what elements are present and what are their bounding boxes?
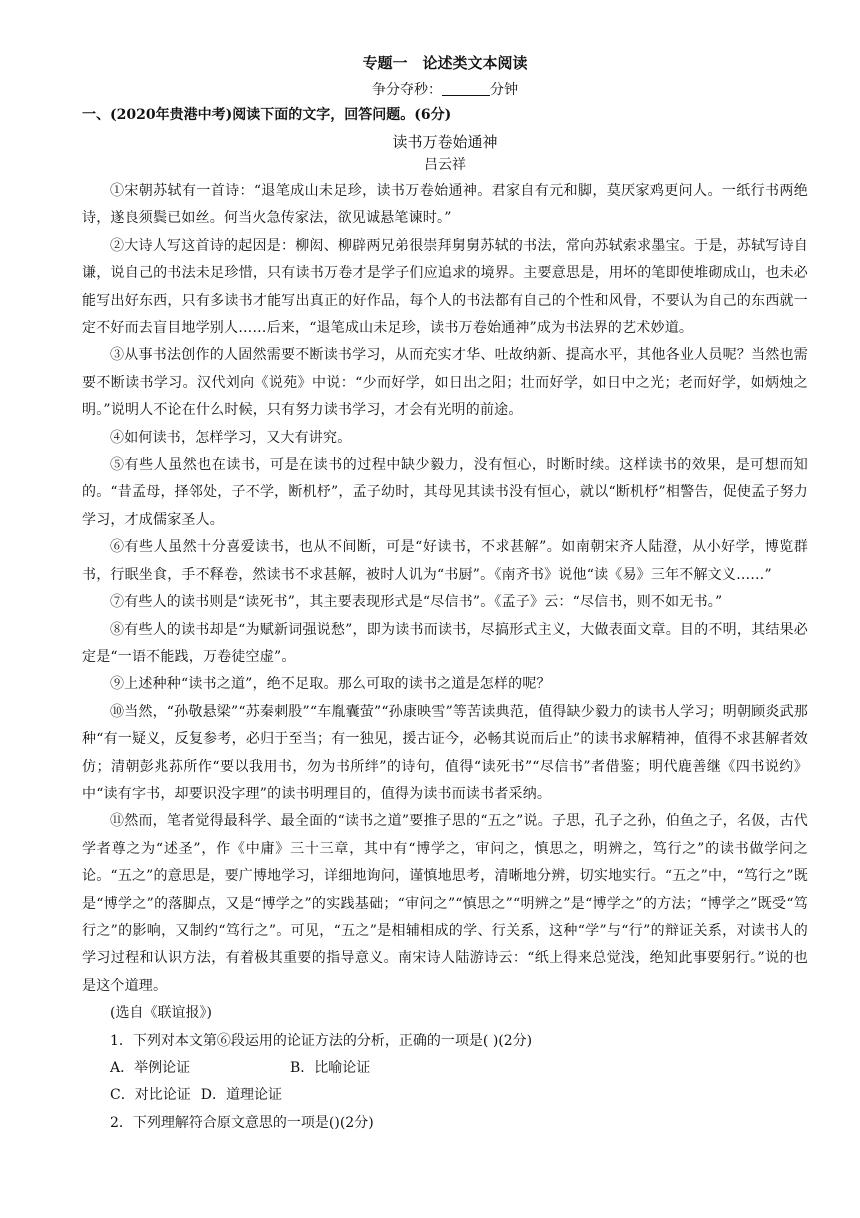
paragraph-9: ⑨上述种种“读书之道”，绝不足取。那么可取的读书之道是怎样的呢？ (110, 676, 551, 693)
paragraph-11: ⑪然而，笔者觉得最科学、最全面的“读书之道”要推子思的“五之”说。子思，孔子之孙，伯鱼之子，名伋，古代学者尊之为“述圣”，作《中庸》三十三章，其中有“博学之，审问之，慎思之，明辨之，笃行之”的读书做学问之论。“五之”的意思是，要广博地学习，详细地询问，谨慎地思考，清晰地分辨，切实地实行。“五之”中，“笃行之”既是“博学之”的落脚点，又是“博学之”的实践基础；“审问之”“慎思之”“明辨之”是“博学之”的方法；“博学之”既受“笃行之”的影响，又制约“笃行之”。可见，“五之”是相辅相成的学、行关系，这种“学”与“行”的辩证关系，对读书人的学习过程和认识方法，有着极其重要的指导意义。南宋诗人陆游诗云：“纸上得来总觉浅，绝知此事要躬行。”说的也是这个道理。 (82, 813, 808, 994)
option-d[interactable]: D．道理论证 (200, 1087, 282, 1104)
page-title: 专题一 论述类文本阅读 (362, 54, 528, 72)
time-suffix: 分钟 (490, 82, 518, 98)
paragraph-2: ②大诗人写这首诗的起因是：柳闳、柳辟两兄弟很崇拜舅舅苏轼的书法，常向苏轼索求墨宝。于是，苏轼写诗自谦，说自己的书法未足珍惜，只有读书万卷才是学子们应追求的境界。主要意思是，用坏的笔即使堆砌成山，也未必能写出好东西，只有多读书才能写出真正的好作品，每个人的书法都有自己的个性和风骨，不要认为自己的东西就一定不好而去盲目地学别人……后来，“退笔成山未足珍，读书万卷始通神”成为书法界的艺术妙道。 (82, 237, 808, 337)
question-1-options-row-2 (82, 1082, 808, 1109)
question-1-options-row-1 (82, 1055, 808, 1082)
question-2-stem: 2．下列理解符合原文意思的一项是()(2分) (110, 1114, 374, 1131)
paragraph-7: ⑦有些人的读书则是“读死书”，其主要表现形式是“尽信书”。《孟子》云：“尽信书，则不如无书。” (110, 594, 723, 611)
paragraph-6: ⑥有些人虽然十分喜爱读书，也从不间断，可是“好读书，不求甚解”。如南朝宋齐人陆澄，从小好学，博览群书，行眠坐食，手不释卷，然读书不求甚解，被时人讥为“书厨”。《南齐书》说他“读《易》三年不解文义……” (82, 539, 808, 583)
question-1-stem: 1．下列对本文第⑥段运用的论证方法的分析，正确的一项是( )(2分) (110, 1032, 533, 1049)
option-b[interactable]: B．比喻论证 (290, 1060, 371, 1076)
option-a[interactable]: A．举例论证 (110, 1060, 191, 1076)
article-source: (选自《联谊报》) (110, 1005, 212, 1022)
paragraph-4: ④如何读书，怎样学习，又大有讲究。 (110, 429, 352, 446)
paragraph-3: ③从事书法创作的人固然需要不断读书学习，从而充实才华、吐故纳新、提高水平，其他各业人员呢？当然也需要不断读书学习。汉代刘向《说苑》中说：“少而好学，如日出之阳；壮而好学，如日中之光；老而好学，如炳烛之明。”说明人不论在什么时候，只有努力读书学习，才会有光明的前途。 (82, 347, 808, 419)
section-heading: 一、(2020年贵港中考)阅读下面的文字，回答问题。(6分) (82, 107, 452, 123)
paragraph-1: ①宋朝苏轼有一首诗：“退笔成山未足珍，读书万卷始通神。君家自有元和脚，莫厌家鸡更问人。一纸行书两绝诗，遂良须鬓已如丝。何当火急传家法，欲见诚悬笔谏时。” (82, 183, 808, 227)
time-blank (442, 81, 490, 96)
paragraph-10: ⑩当然，“孙敬悬梁”“苏秦刺股”“车胤囊萤”“孙康映雪”等苦读典范，值得缺少毅力的读书人学习；明朝顾炎武那种“有一疑义，反复参考，必归于至当；有一独见，援古证今，必畅其说而后止”的读书求解精神，值得不求甚解者效仿；清朝彭兆荪所作“要以我用书，勿为书所绊”的诗句，值得“读死书”“尽信书”者借鉴；明代鹿善继《四书说约》中“读有字书，却要识没字理”的读书明理目的，值得为读书而读书者采纳。 (82, 703, 808, 802)
paragraph-8: ⑧有些人的读书却是“为赋新词强说愁”，即为读书而读书，尽搞形式主义，大做表面文章。目的不明，其结果必定是“一语不能践，万卷徒空虚”。 (82, 621, 808, 665)
time-prefix: 争分夺秒： (372, 82, 442, 98)
article-title: 读书万卷始通神 (392, 133, 498, 151)
article-author: 吕云祥 (424, 157, 466, 173)
document-page (82, 52, 808, 1137)
option-c[interactable]: C．对比论证 (110, 1087, 191, 1104)
time-line (82, 80, 808, 100)
paragraph-5: ⑤有些人虽然也在读书，可是在读书的过程中缺少毅力，没有恒心，时断时续。这样读书的效果，是可想而知的。“昔孟母，择邻处，子不学，断机杼”，孟子幼时，其母见其读书没有恒心，就以“断机杼”相警告，促使孟子努力学习，才成儒家圣人。 (82, 457, 808, 528)
